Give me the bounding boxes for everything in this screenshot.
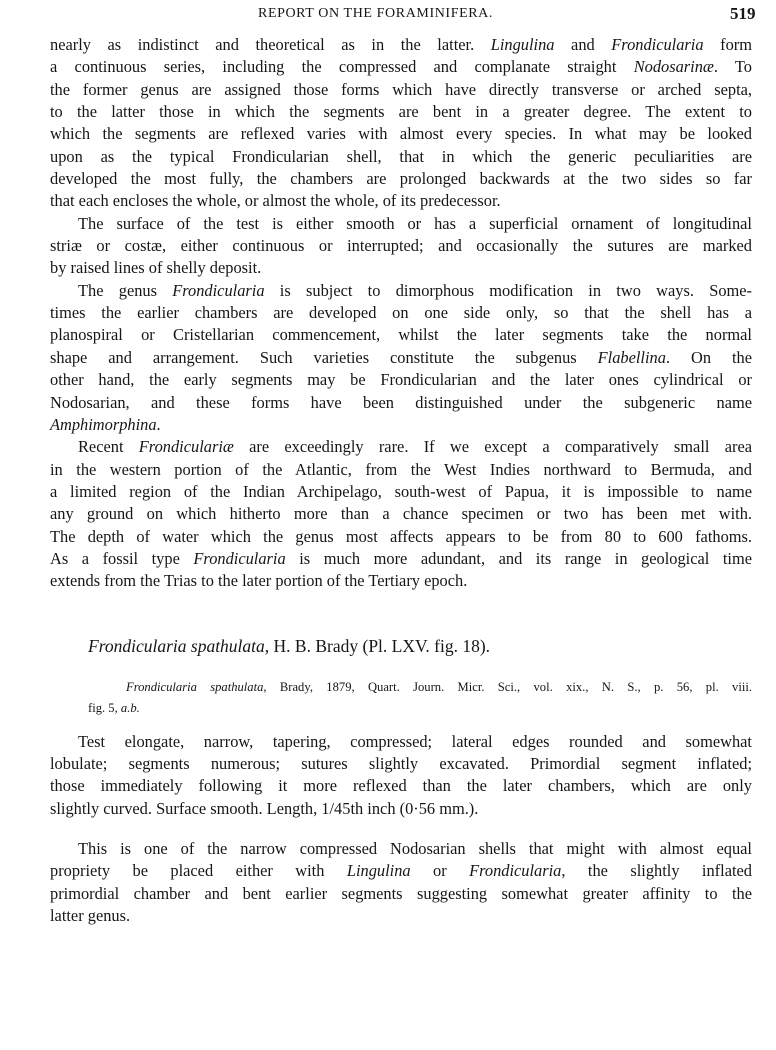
running-title: REPORT ON THE FORAMINIFERA.: [258, 6, 493, 21]
paragraph: [50, 838, 752, 927]
text-run: . On the: [665, 347, 752, 367]
paragraph: [50, 731, 752, 820]
paragraph: [50, 34, 752, 213]
text-run: propriety be placed either with: [50, 861, 347, 881]
text-run: latter genus.: [50, 906, 131, 925]
text-run: and: [554, 35, 612, 54]
text-line: [50, 838, 752, 860]
text-run: Test elongate, narrow, tapering, compressed; lateral edges rounded and somewhat: [78, 731, 752, 751]
italic-term: Frondicularia: [611, 35, 704, 54]
text-run: which the segments are reflexed varies with almost every species. In what may be looked: [50, 124, 752, 144]
paragraph: [50, 213, 752, 280]
text-run: that each encloses the whole, or almost the whole, of its predecessor.: [50, 191, 501, 211]
text-run: .: [156, 414, 161, 434]
text-line: [50, 392, 752, 414]
text-run: a limited region of the Indian Archipelago, south-west of Papua, it is impossible to name: [50, 481, 752, 501]
paragraph: [50, 436, 752, 592]
text-line: [50, 324, 752, 346]
paragraph: [50, 280, 752, 436]
text-line: [50, 257, 752, 279]
text-run: form: [703, 35, 752, 54]
text-line: [50, 280, 752, 302]
text-line: [50, 798, 752, 820]
italic-term: Lingulina: [490, 35, 555, 54]
text-run: any ground on which hitherto more than a chance specimen or two has been met with.: [50, 504, 752, 524]
text-run: are exceedingly rare. If we except a comparatively small area: [233, 437, 752, 457]
text-line: [50, 459, 752, 481]
italic-term: Amphimorphina: [50, 414, 157, 434]
text-line: [50, 34, 752, 56]
text-line: [50, 860, 752, 882]
text-run: Nodosarian, and these forms have been distinguished under the subgeneric name: [50, 392, 752, 412]
species-name: Frondicularia spathulata: [88, 635, 265, 656]
text-run: As a fossil type: [50, 548, 194, 568]
text-run: striæ or costæ, either continuous or interrupted; and occasionally the sutures are marked: [50, 236, 752, 256]
italic-term: a.b.: [120, 700, 140, 715]
text-run: other hand, the early segments may be Frondicularian and the later ones cylindrical or: [50, 370, 752, 390]
text-run: the former genus are assigned those forms which have directly transverse or arched septa,: [50, 79, 752, 99]
text-run: is subject to dimorphous modification in two ways. Some-: [264, 280, 752, 300]
text-line: [50, 503, 752, 525]
text-line: [50, 302, 752, 324]
italic-term: Frondicularia: [172, 280, 265, 300]
text-line: [50, 79, 752, 101]
text-line: [50, 235, 752, 257]
text-run: , the slightly inflated: [561, 861, 752, 881]
running-header: [0, 6, 776, 26]
italic-term: Flabellina: [597, 347, 666, 367]
text-line: [50, 146, 752, 168]
text-line: [50, 123, 752, 145]
text-run: The genus: [78, 280, 173, 300]
text-line: [50, 883, 752, 905]
text-run: slightly curved. Surface smooth. Length, 1/45th inch (0·56 mm.).: [50, 798, 479, 818]
italic-term: Frondicularia: [193, 548, 286, 568]
citation-line: [50, 698, 752, 719]
text-run: primordial chamber and bent earlier segments suggesting somewhat greater affinity to the: [50, 883, 752, 903]
text-run: a continuous series, including the compressed and complanate straight: [50, 57, 634, 77]
species-authority: , H. B. Brady (Pl. LXV. fig. 18).: [264, 635, 491, 656]
italic-term: Frondicularia spathulata: [126, 679, 264, 694]
text-run: Recent: [78, 437, 139, 457]
text-run: The surface of the test is either smooth or has a superficial ornament of longitudinal: [78, 213, 752, 233]
text-run: in the western portion of the Atlantic, from the West Indies northward to Bermuda, and: [50, 459, 752, 479]
text-line: [50, 347, 752, 369]
text-line: [50, 753, 752, 775]
text-line: [50, 213, 752, 235]
text-run: to the latter those in which the segments are bent in a greater degree. The extent to: [50, 102, 752, 122]
body-text-top: [50, 34, 752, 593]
text-run: This is one of the narrow compressed Nodosarian shells that might with almost equal: [78, 838, 752, 858]
text-line: [50, 905, 752, 927]
text-line: [50, 481, 752, 503]
text-line: [50, 775, 752, 797]
text-line: [50, 731, 752, 753]
text-line: [50, 526, 752, 548]
text-run: upon as the typical Frondicularian shell, that in which the generic peculiarities are: [50, 146, 752, 166]
text-run: nearly as indistinct and theoretical as in the latter.: [50, 35, 491, 54]
text-run: those immediately following it more reflexed than the later chambers, which are only: [50, 776, 752, 796]
italic-term: Frondiculariæ: [138, 437, 234, 457]
synonymy-citation: [50, 677, 752, 719]
page-number: 519: [730, 4, 756, 23]
text-line: [50, 548, 752, 570]
text-line: [50, 168, 752, 190]
text-line: [50, 101, 752, 123]
italic-term: Lingulina: [346, 861, 411, 881]
text-line: [50, 190, 752, 212]
text-run: developed the most fully, the chambers are prolonged backwards at the two sides so far: [50, 169, 752, 189]
text-line: [50, 414, 752, 436]
text-run: lobulate; segments numerous; sutures slightly excavated. Primordial segment inflated;: [50, 753, 752, 773]
text-line: [50, 436, 752, 458]
text-run: fig. 5,: [88, 700, 121, 715]
text-run: or: [410, 861, 470, 881]
text-run: The depth of water which the genus most affects appears to be from 80 to 600 fathoms.: [50, 526, 752, 546]
species-heading: [50, 633, 752, 659]
italic-term: Frondicularia: [469, 861, 562, 881]
citation-line: [50, 677, 752, 698]
body-text-bottom: [50, 731, 752, 928]
text-column: [50, 34, 752, 927]
text-run: extends from the Trias to the later portion of the Tertiary epoch.: [50, 571, 468, 591]
text-line: [50, 369, 752, 391]
text-line: [50, 56, 752, 78]
text-run: is much more adundant, and its range in geological time: [285, 548, 752, 568]
text-run: planospiral or Cristellarian commencement, whilst the later segments take the normal: [50, 325, 752, 345]
italic-term: Nodosarinæ: [633, 57, 714, 77]
text-run: by raised lines of shelly deposit.: [50, 258, 262, 278]
text-run: , Brady, 1879, Quart. Journ. Micr. Sci., vol. xix., N. S., p. 56, pl. viii.: [263, 679, 752, 694]
text-run: . To: [713, 57, 752, 77]
text-run: shape and arrangement. Such varieties constitute the subgenus: [50, 347, 598, 367]
text-run: times the earlier chambers are developed on one side only, so that the shell has a: [50, 303, 752, 323]
text-line: [50, 570, 752, 592]
